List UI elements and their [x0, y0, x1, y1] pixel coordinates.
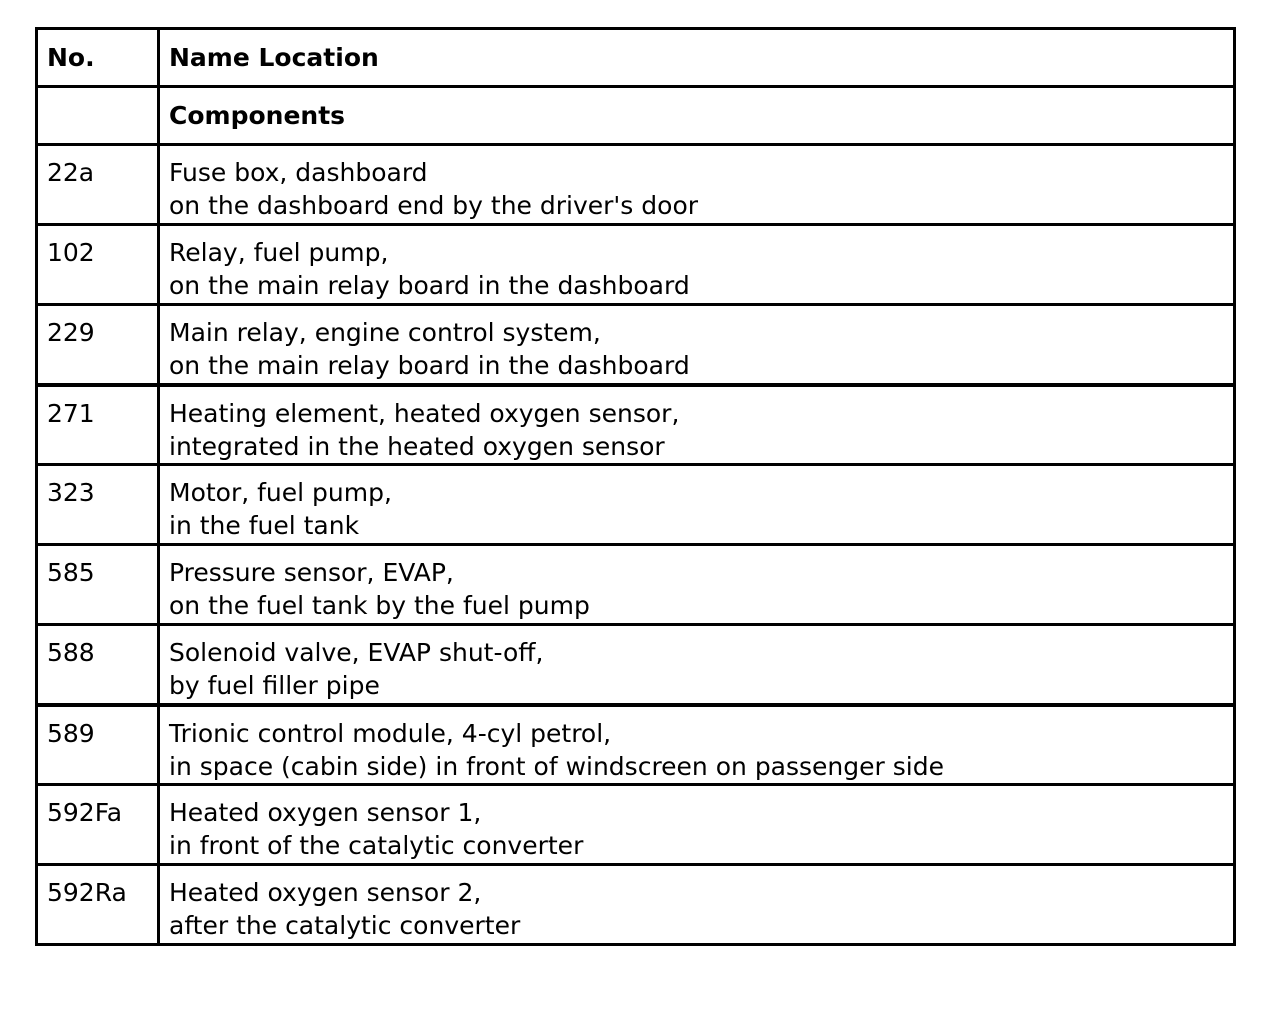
header-no: No. — [37, 29, 159, 87]
row-location: in space (cabin side) in front of windscreen on passenger side — [169, 751, 944, 781]
row-name-location — [159, 705, 1235, 785]
row-name: Relay, fuel pump, — [169, 238, 389, 267]
table-row — [37, 145, 1235, 225]
row-name: Trionic control module, 4-cyl petrol, — [169, 718, 612, 748]
row-no: 229 — [37, 305, 159, 385]
row-no: 585 — [37, 545, 159, 625]
row-no: 589 — [37, 705, 159, 785]
row-name-location — [159, 545, 1235, 625]
row-name-location — [159, 385, 1235, 465]
row-name: Heating element, heated oxygen sensor, — [169, 398, 680, 428]
section-row — [37, 87, 1235, 145]
row-location: by fuel filler pipe — [169, 671, 380, 700]
header-name-location: Name Location — [159, 29, 1235, 87]
row-location: on the main relay board in the dashboard — [169, 351, 690, 380]
table-row — [37, 705, 1235, 785]
section-label: Components — [159, 87, 1235, 145]
row-location: in front of the catalytic converter — [169, 831, 584, 860]
components-table — [35, 27, 1236, 946]
row-name-location — [159, 625, 1235, 705]
table-row — [37, 625, 1235, 705]
row-no: 588 — [37, 625, 159, 705]
row-no: 323 — [37, 465, 159, 545]
row-location: integrated in the heated oxygen sensor — [169, 431, 665, 461]
table-row — [37, 305, 1235, 385]
row-no: 592Fa — [37, 785, 159, 865]
row-name: Motor, fuel pump, — [169, 478, 392, 507]
components-table-container — [35, 27, 1233, 946]
row-location: on the dashboard end by the driver's door — [169, 191, 699, 220]
table-row — [37, 225, 1235, 305]
row-name-location — [159, 865, 1235, 945]
row-no: 271 — [37, 385, 159, 465]
section-empty-cell — [37, 87, 159, 145]
row-no: 22a — [37, 145, 159, 225]
table-header-row — [37, 29, 1235, 87]
row-location: on the fuel tank by the fuel pump — [169, 591, 590, 620]
table-row — [37, 465, 1235, 545]
row-location: after the catalytic converter — [169, 911, 521, 940]
table-row — [37, 865, 1235, 945]
row-name-location — [159, 305, 1235, 385]
row-name-location — [159, 465, 1235, 545]
row-no: 102 — [37, 225, 159, 305]
row-name-location — [159, 145, 1235, 225]
row-no: 592Ra — [37, 865, 159, 945]
row-name: Heated oxygen sensor 1, — [169, 798, 482, 827]
row-name-location — [159, 785, 1235, 865]
row-name: Fuse box, dashboard — [169, 158, 428, 187]
row-location: in the fuel tank — [169, 511, 360, 540]
table-row — [37, 785, 1235, 865]
row-name: Pressure sensor, EVAP, — [169, 558, 454, 587]
row-name: Heated oxygen sensor 2, — [169, 878, 482, 907]
table-row — [37, 385, 1235, 465]
row-name: Solenoid valve, EVAP shut-off, — [169, 638, 544, 667]
table-row — [37, 545, 1235, 625]
row-name-location — [159, 225, 1235, 305]
row-location: on the main relay board in the dashboard — [169, 271, 690, 300]
row-name: Main relay, engine control system, — [169, 318, 601, 347]
